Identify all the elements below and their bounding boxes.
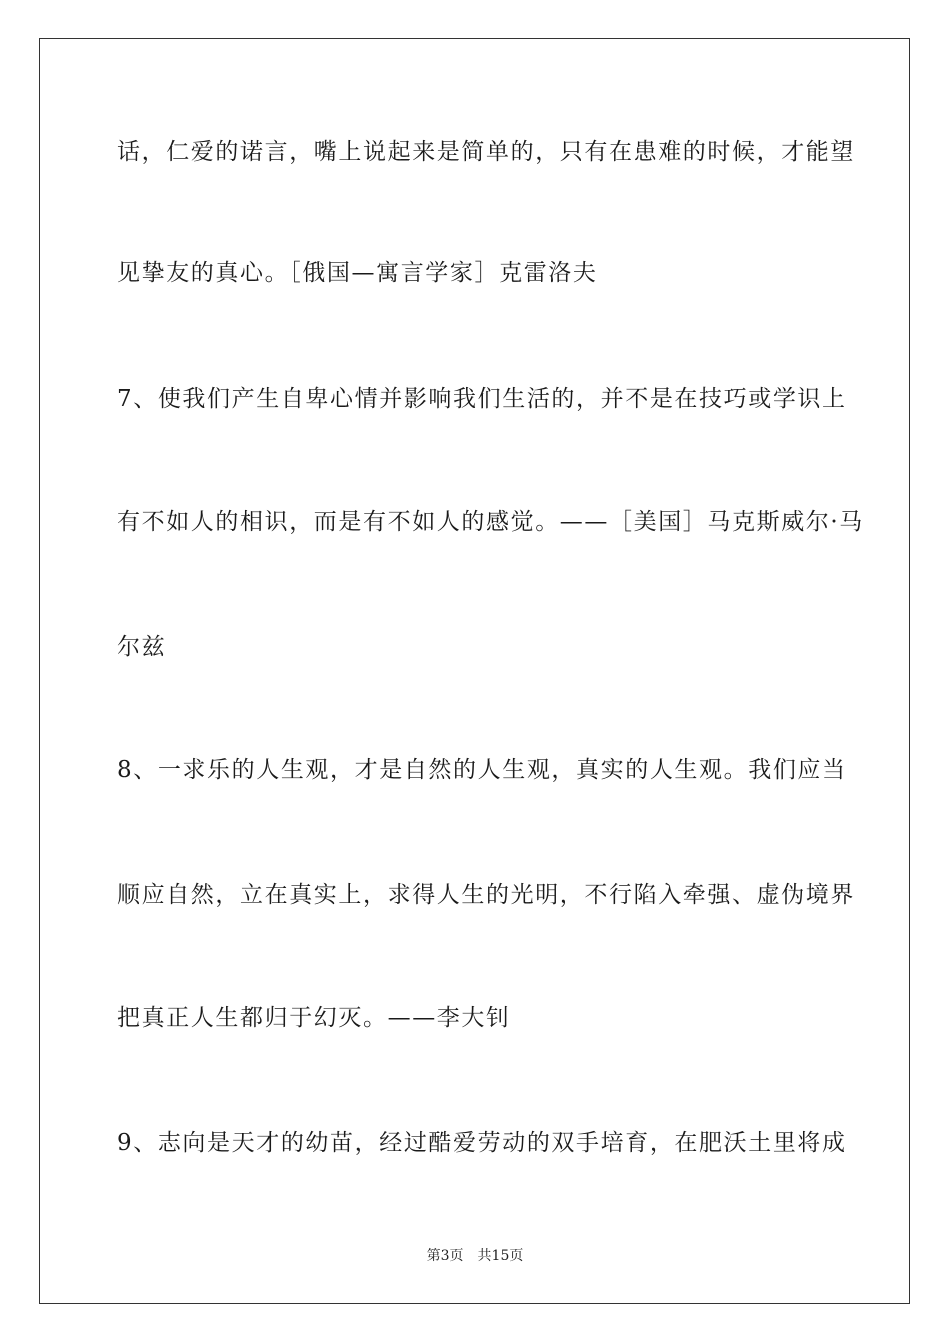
text-line-9: 9、志向是天才的幼苗，经过酷爱劳动的双手培育，在肥沃土里将成 — [117, 1130, 847, 1156]
text-line-1: 话，仁爱的诺言，嘴上说起来是简单的，只有在患难的时候，才能望 — [117, 139, 855, 165]
text-line-6: 8、一求乐的人生观，才是自然的人生观，真实的人生观。我们应当 — [117, 757, 847, 783]
text-line-7: 顺应自然，立在真实上，求得人生的光明，不行陷入牵强、虚伪境界 — [117, 882, 855, 908]
text-line-5: 尔兹 — [117, 634, 167, 660]
page-total: 共15页 — [477, 1248, 524, 1264]
text-line-2: 见挚友的真心。［俄国—寓言学家］克雷洛夫 — [117, 260, 598, 286]
text-line-4: 有不如人的相识，而是有不如人的感觉。——［美国］马克斯威尔·马 — [117, 509, 864, 535]
page-number: 第3页 — [426, 1248, 464, 1264]
page-frame — [39, 38, 910, 1304]
text-line-8: 把真正人生都归于幻灭。——李大钊 — [117, 1005, 511, 1031]
page-footer — [0, 1247, 950, 1265]
text-line-3: 7、使我们产生自卑心情并影响我们生活的，并不是在技巧或学识上 — [117, 386, 847, 412]
